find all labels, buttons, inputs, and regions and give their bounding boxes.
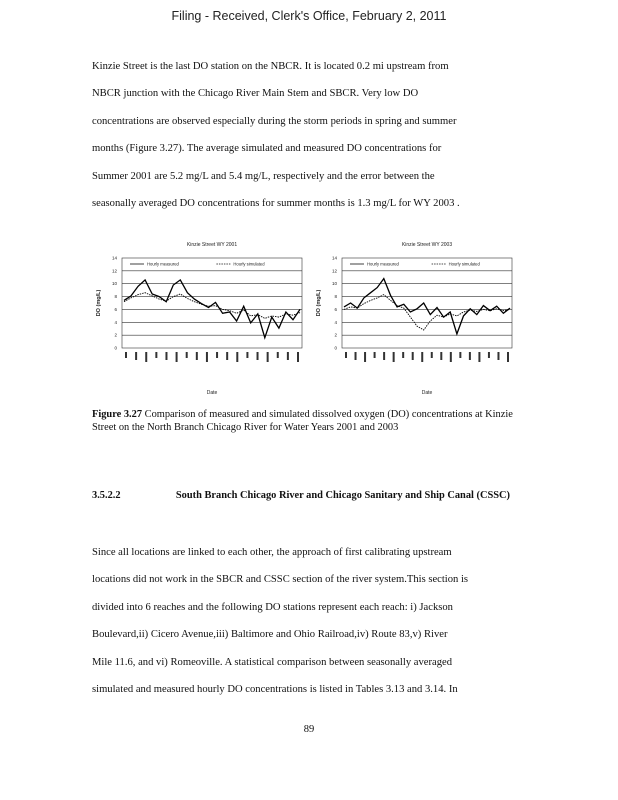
chart-title: Kinzie Street WY 2001 [186,242,238,248]
x-tick-label [440,352,442,360]
y-tick-label: 10 [331,281,337,287]
x-tick-label [216,352,218,358]
chart-svg-wy2003 [312,238,522,398]
y-tick-label: 4 [334,319,337,325]
text-line: concentrations are observed especially during the storm periods in spring and summer [92,115,457,127]
x-tick-label [478,352,480,362]
x-tick-label [469,352,471,360]
y-tick-label: 10 [111,281,117,287]
x-tick-label [267,352,269,362]
plot-frame [342,258,512,348]
chart-svg-wy2001 [92,238,312,398]
x-tick-label [459,352,461,358]
text-line: months (Figure 3.27). The average simulated and measured DO concentrations for [92,143,442,155]
text-line: Since all locations are linked to each other, the approach of first calibrating upstream [92,547,452,558]
filing-header: Filing - Received, Clerk's Office, February 2, 2011 [171,9,447,23]
text-line: Kinzie Street is the last DO station on the NBCR. It is located 0.2 mi upstream from [92,61,449,72]
chart-title: Kinzie Street WY 2003 [401,242,453,248]
y-tick-label: 14 [111,255,117,261]
y-tick-label: 6 [334,306,337,312]
chart-kinzie-wy2001 [92,238,312,403]
x-tick-label [450,352,452,362]
y-tick-label: 2 [114,332,117,338]
x-tick-label [287,352,289,360]
text-line: locations did not work in the SBCR and CSSC section of the river system.This section is [92,574,469,586]
legend-label: Hourly simulated [448,261,480,267]
x-tick-label [145,352,147,362]
chart-kinzie-wy2003 [312,238,522,403]
x-tick-label [155,352,157,358]
paragraph-sbcr-cssc [92,546,522,710]
x-tick-label [135,352,137,360]
x-axis-label: Date [421,390,433,396]
text-line: Boulevard,ii) Cicero Avenue,iii) Baltimore and Ohio Railroad,iv) Route 83,v) River [92,629,448,641]
y-tick-label: 0 [334,345,337,351]
paragraph-kinzie-street [92,60,522,224]
x-tick-label [176,352,178,362]
x-tick-label [431,352,433,358]
y-tick-label: 6 [114,306,117,312]
figure-caption-text: Comparison of measured and simulated dissolved oxygen (DO) concentrations at Kinzie Street on the North Branch Chicago River for Water Years 2001 and 2003 [92,409,513,433]
series-simulated-line [344,295,510,330]
text-line: NBCR junction with the Chicago River Main Stem and SBCR. Very low DO [92,88,419,100]
x-tick-label [165,352,167,360]
x-tick-label [402,352,404,358]
x-tick-label [206,352,208,362]
y-tick-label: 0 [114,345,117,351]
page-number: 89 [303,724,315,735]
legend-label: Hourly simulated [233,261,265,267]
series-measured-line [124,280,300,338]
y-tick-label: 4 [114,319,117,325]
x-tick-label [257,352,259,360]
plot-frame [122,258,302,348]
y-tick-label: 8 [334,294,337,300]
legend-label: Hourly measured [147,261,179,267]
x-tick-label [355,352,357,360]
section-title: South Branch Chicago River and Chicago Sanitary and Ship Canal (CSSC) [175,490,510,501]
x-tick-label [497,352,499,360]
x-tick-label [421,352,423,362]
x-tick-label [488,352,490,358]
legend-label: Hourly measured [367,261,399,267]
x-tick-label [186,352,188,358]
text-line: simulated and measured hourly DO concentrations is listed in Tables 3.13 and 3.14. In [92,683,458,695]
y-tick-label: 8 [114,294,117,300]
y-tick-label: 12 [331,268,337,274]
x-tick-label [374,352,376,358]
y-tick-label: 12 [111,268,117,274]
y-tick-label: 14 [331,255,337,261]
figure-caption [92,408,520,434]
x-axis-label: Date [206,390,218,396]
text-line: divided into 6 reaches and the following DO stations represent each reach: i) Jackson [92,601,453,613]
section-heading [92,490,510,501]
y-tick-label: 2 [334,332,337,338]
y-axis-label: DO (mg/L) [316,289,322,317]
section-number: 3.5.2.2 [92,490,121,501]
text-line: Mile 11.6, and vi) Romeoville. A statistical comparison between seasonally averaged [92,656,452,668]
y-axis-label: DO (mg/L) [96,289,102,317]
text-line: seasonally averaged DO concentrations for summer months is 1.3 mg/L for WY 2003 . [92,197,460,209]
figure-label: Figure 3.27 [92,409,143,420]
x-tick-label [246,352,248,358]
x-tick-label [277,352,279,358]
x-tick-label [297,352,299,362]
text-line: Summer 2001 are 5.2 mg/L and 5.4 mg/L, respectively and the error between the [92,170,435,182]
x-tick-label [507,352,509,362]
x-tick-label [412,352,414,360]
x-tick-label [125,352,127,358]
x-tick-label [393,352,395,362]
x-tick-label [226,352,228,360]
x-tick-label [364,352,366,362]
x-tick-label [196,352,198,360]
x-tick-label [345,352,347,358]
x-tick-label [236,352,238,362]
x-tick-label [383,352,385,360]
